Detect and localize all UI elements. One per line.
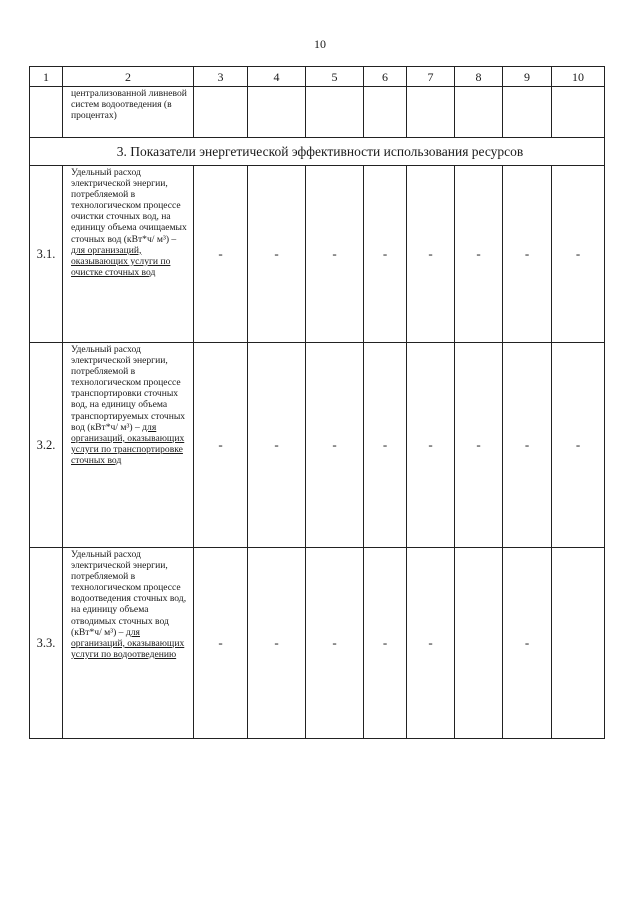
table-cell: [503, 87, 552, 138]
column-header: 5: [306, 67, 364, 87]
table-cell: [248, 87, 306, 138]
table-cell: -: [407, 343, 455, 548]
table-cell: -: [306, 343, 364, 548]
table-cell: -: [364, 166, 407, 343]
table-cell: [407, 87, 455, 138]
table-row: [30, 343, 605, 548]
table-cell: -: [503, 166, 552, 343]
description-text: Удельный расход электрической энергии, потребляемой в технологическом процессе водоотведения сточных вод, на единицу объема отводимых сточных вод (кВт*ч/ м³) –: [71, 549, 187, 638]
table-row: [30, 166, 605, 343]
column-header: 3: [194, 67, 248, 87]
table-cell: -: [306, 166, 364, 343]
table-cell: -: [552, 343, 605, 548]
table-cell: -: [552, 166, 605, 343]
table-cell: [364, 87, 407, 138]
table-cell: -: [194, 166, 248, 343]
row-number: 3.2.: [30, 343, 63, 548]
column-header: 6: [364, 67, 407, 87]
row-number: 3.3.: [30, 548, 63, 739]
description-underlined-text: для организаций, оказывающих услуги по очистке сточных вод: [71, 244, 171, 278]
table-cell: -: [364, 343, 407, 548]
row-description: [63, 548, 194, 739]
table-cell: -: [248, 343, 306, 548]
column-number-header-row: [30, 67, 605, 87]
description-text: Удельный расход электрической энергии, потребляемой в технологическом процессе транспортировки сточных вод, на единицу объема транспортируемых сточных вод (кВт*ч/ м³) –: [71, 344, 186, 433]
row-number: 3.1.: [30, 166, 63, 343]
table-cell: -: [364, 548, 407, 739]
table-cell: -: [455, 343, 503, 548]
row-number: [30, 87, 63, 138]
table-row: [30, 548, 605, 739]
table-cell: -: [248, 166, 306, 343]
table-cell: -: [248, 548, 306, 739]
table-cell: [455, 548, 503, 739]
row-description: централизованной ливневой систем водоотведения (в процентах): [63, 87, 194, 138]
row-description: [63, 343, 194, 548]
table-cell: [552, 548, 605, 739]
table-cell: [194, 87, 248, 138]
table-cell: -: [306, 548, 364, 739]
section-header-row: [30, 138, 605, 166]
table-cell: [306, 87, 364, 138]
column-header: 4: [248, 67, 306, 87]
column-header: 1: [30, 67, 63, 87]
table-cell: -: [194, 343, 248, 548]
column-header: 10: [552, 67, 605, 87]
row-description: [63, 166, 194, 343]
column-header: 8: [455, 67, 503, 87]
table-cell: -: [503, 548, 552, 739]
table-cell: [552, 87, 605, 138]
table-cell: -: [407, 166, 455, 343]
description-underlined-text: для организаций, оказывающих услуги по транспортировке сточных вод: [71, 421, 185, 466]
column-header: 2: [63, 67, 194, 87]
description-underlined-text: для организаций, оказывающих услуги по водоотведению: [71, 626, 185, 660]
table-cell: -: [503, 343, 552, 548]
table-cell: -: [407, 548, 455, 739]
page-number: 10: [314, 37, 326, 51]
table-cell: -: [455, 166, 503, 343]
table-cell: -: [194, 548, 248, 739]
column-header: 7: [407, 67, 455, 87]
indicators-table: [29, 66, 605, 739]
carry-over-row: [30, 87, 605, 138]
section-title: 3. Показатели энергетической эффективности использования ресурсов: [30, 138, 605, 166]
column-header: 9: [503, 67, 552, 87]
table-cell: [455, 87, 503, 138]
description-text: Удельный расход электрической энергии, потребляемой в технологическом процессе очистки сточных вод, на единицу объема очищаемых сточных вод (кВт*ч/ м³) –: [71, 167, 187, 245]
